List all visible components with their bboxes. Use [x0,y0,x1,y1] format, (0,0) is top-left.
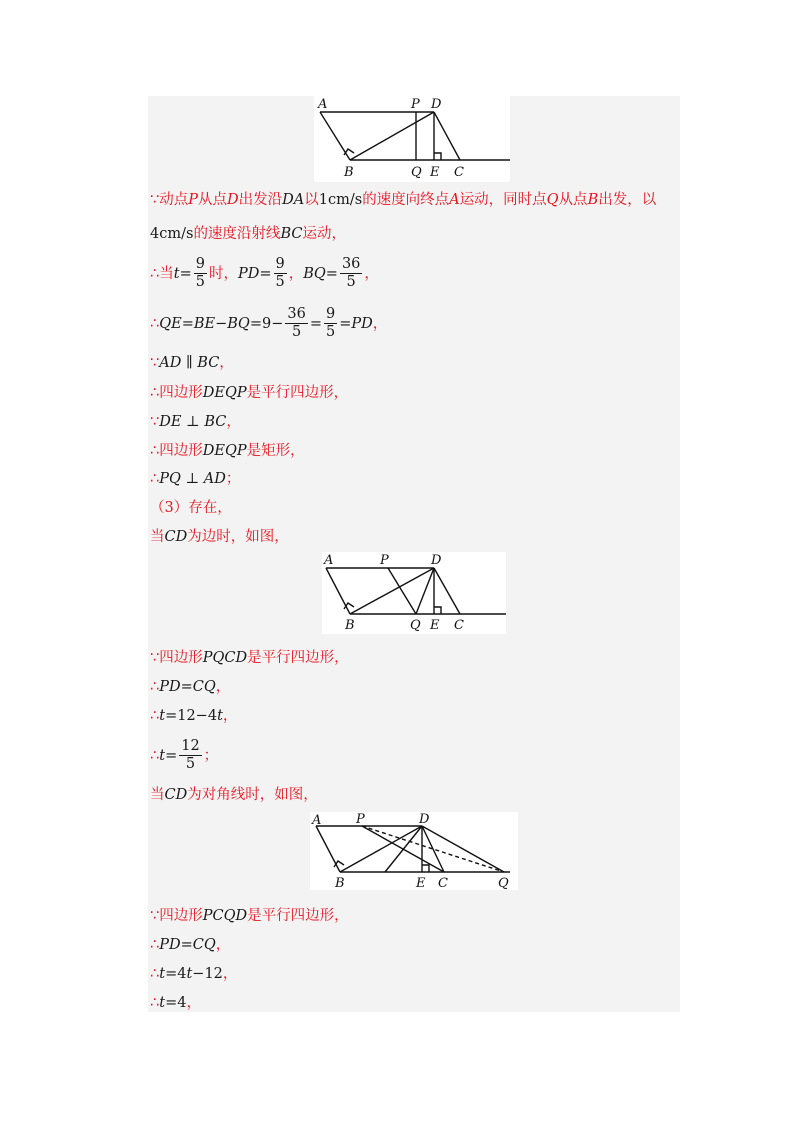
l5-bc: BC [197,355,220,371]
l14-end: ， [222,708,238,724]
text-line-3 [150,256,379,292]
l1-q: Q [546,192,559,208]
fig2-label-b: B [345,618,355,633]
text-line-14 [150,709,237,724]
text-line-10 [150,501,232,516]
because-symbol: ∵ [150,650,160,666]
l5-ad: AD [159,355,182,371]
l1-p: P [188,192,198,208]
l4-d1: 5 [285,323,307,341]
l4-n1: 36 [287,306,306,322]
l4-frac2 [324,306,337,342]
because-symbol: ∵ [150,355,160,371]
fig3-label-b: B [335,876,345,890]
l9-end: ； [225,471,241,487]
l18-cq: CQ [192,937,216,953]
figure-3 [310,812,518,890]
l4-frac1 [285,306,307,342]
therefore-symbol: ∴ [150,679,160,695]
l14-b: 4 [207,708,218,724]
l1-g: 从点 [558,192,588,208]
fig2-label-e: E [430,618,440,633]
l15-n: 12 [181,738,200,754]
fig2-label-p: P [380,553,389,568]
text-line-4 [150,306,387,342]
fig3-label-d: D [419,812,430,827]
text-line-8 [150,444,305,459]
l18-pd: PD [159,937,181,953]
l1-d2: 以 [304,192,319,208]
l12-a: 四边形 [159,650,203,666]
l2-b: 运动， [302,226,346,242]
fig1-label-d: D [431,97,442,112]
l19-t: t [159,966,166,982]
l4-be: BE [193,315,216,332]
fig1-label-q: Q [411,165,422,180]
l1-da: DA [282,192,305,208]
l5-end: ， [219,355,234,371]
l8-b: 是矩形， [246,443,305,459]
l18-eq: = [180,937,193,953]
fig3-label-p: P [356,812,365,827]
l2-a: 的速度沿射线 [193,226,281,242]
l14-eq: = [165,708,178,724]
l20-eq: = [165,995,178,1011]
l20-end: ， [186,995,201,1011]
l20-a: 4 [177,995,187,1011]
l20-t: t [159,995,166,1011]
l17-b: 是平行四边形， [247,908,349,924]
l13-cq: CQ [192,679,216,695]
l4-eq4: = [339,315,352,332]
fig2-label-c: C [454,618,464,633]
because-symbol: ∵ [150,414,160,430]
therefore-symbol: ∴ [150,937,160,953]
l1-h: 出发，以 [598,192,657,208]
therefore-symbol: ∴ [150,315,160,332]
because-symbol: ∵ [150,908,160,924]
figure-1 [314,96,510,182]
l6-q: DEQP [202,385,247,401]
fig3-label-a: A [312,813,322,828]
therefore-symbol: ∴ [150,443,160,459]
l3-d2: 5 [275,274,285,291]
l3-d1: 5 [195,274,205,291]
text-line-16 [150,788,318,803]
l3-b: 时， [208,265,238,282]
l3-c: ， [288,265,304,282]
l9-pq: PQ [159,471,181,487]
fig2-label-d: D [431,553,442,568]
l16-a: 当 [150,787,165,803]
therefore-symbol: ∴ [150,385,160,401]
l4-nine: 9 [261,315,272,332]
text-line-19 [150,967,237,982]
l4-eq3: = [309,315,322,332]
fig3-label-e: E [416,876,426,890]
l3-a: 当 [159,265,174,282]
l1-one: 1 [318,192,328,208]
l3-e: ， [364,265,379,282]
l11-b: 为边时，如图， [187,529,289,545]
l3-n1: 9 [195,256,205,272]
l14-t: t [159,708,166,724]
l18-end: ， [215,937,231,953]
l3-n3: 36 [341,256,361,272]
l3-eq3: = [325,265,338,282]
l3-pd: PD [237,265,260,282]
l3-eq: = [179,265,192,282]
l17-a: 四边形 [159,908,203,924]
l1-a: 动点 [159,192,189,208]
l13-pd: PD [159,679,181,695]
l17-q: PCQD [202,908,248,924]
text-line-12 [150,651,349,666]
l2-bc: BC [280,226,303,242]
text-line-11 [150,530,289,545]
fig1-label-a: A [318,97,328,112]
l10-text: （3）存在， [150,500,232,516]
l1-f: 运动，同时点 [459,192,547,208]
fig3-label-q: Q [498,876,509,890]
l4-qe: QE [159,315,182,332]
l11-cd: CD [164,529,188,545]
l4-bq: BQ [227,315,250,332]
l7-bc: BC [204,414,227,430]
text-line-20 [150,996,201,1011]
l1-d: D [227,192,239,208]
l13-eq: = [180,679,193,695]
l1-e: 的速度向终点 [362,192,450,208]
l6-b: 是平行四边形， [246,385,349,401]
l7-end: ， [226,414,241,430]
l1-c: 出发沿 [238,192,283,208]
therefore-symbol: ∴ [150,708,160,724]
text-line-15 [150,738,218,774]
l1-unit: cm/s [327,192,363,208]
l9-ad: AD [203,471,226,487]
l3-n2: 9 [275,256,285,272]
l7-perp: ⊥ [181,414,205,430]
l19-eq: = [165,966,178,982]
l4-eq2: = [249,315,262,332]
l3-frac2 [274,256,287,292]
text-line-13 [150,680,230,695]
l3-frac3 [340,256,362,292]
text-line-9 [150,472,240,487]
l8-a: 四边形 [159,443,203,459]
l4-end: ， [372,315,388,332]
l4-eq: = [181,315,194,332]
l3-t: t [173,265,180,282]
l12-b: 是平行四边形， [247,650,349,666]
l3-frac1 [194,256,207,292]
l8-q: DEQP [202,443,247,459]
l16-cd: CD [164,787,188,803]
l1-b: 从点 [198,192,227,208]
fig1-label-p: P [411,97,420,112]
therefore-symbol: ∴ [150,471,160,487]
l7-de: DE [159,414,182,430]
figure-2 [322,552,506,634]
l19-b: 12 [204,966,223,982]
l14-minus: − [195,708,208,724]
fig3-label-c: C [438,876,448,890]
l5-par: ∥ [181,355,198,371]
therefore-symbol: ∴ [150,995,160,1011]
l15-t: t [159,747,166,764]
l9-perp: ⊥ [180,471,204,487]
l15-d: 5 [179,755,201,773]
l16-b: 为对角线时，如图， [187,787,318,803]
text-line-5 [150,356,234,371]
fig2-label-a: A [324,553,334,568]
l15-frac [179,738,201,774]
l3-eq2: = [259,265,272,282]
l19-a: 4 [177,966,187,982]
l6-a: 四边形 [159,385,203,401]
l19-t2: t [186,966,193,982]
l4-pd: PD [351,315,373,332]
l1-bb: B [587,192,599,208]
l4-minus2: − [271,315,284,332]
fig1-label-e: E [430,165,440,180]
l14-a: 12 [177,708,196,724]
l2-unit: cm/s [159,226,194,242]
text-line-7 [150,415,241,430]
l1-aa: A [449,192,460,208]
because-symbol: ∵ [150,192,160,208]
l19-minus: − [192,966,205,982]
therefore-symbol: ∴ [150,265,160,282]
text-line-6 [150,386,348,401]
l4-minus: − [215,315,228,332]
l3-bq: BQ [303,265,326,282]
text-line-2 [150,227,346,242]
l19-end: ， [222,966,238,982]
l12-q: PQCD [202,650,248,666]
l11-a: 当 [150,529,165,545]
l15-end: ； [203,747,219,764]
l3-d3: 5 [340,273,362,291]
l15-eq: = [165,747,178,764]
text-line-1 [150,193,656,208]
l14-t2: t [217,708,223,724]
text-line-17 [150,909,349,924]
fig1-label-c: C [454,165,464,180]
fig1-label-b: B [344,165,354,180]
therefore-symbol: ∴ [150,966,160,982]
l2-four: 4 [150,226,160,242]
l13-end: ， [215,679,231,695]
fig2-label-q: Q [410,618,421,633]
therefore-symbol: ∴ [150,747,160,764]
l4-n2: 9 [325,306,336,322]
l4-d2: 5 [325,324,336,341]
text-line-18 [150,938,230,953]
